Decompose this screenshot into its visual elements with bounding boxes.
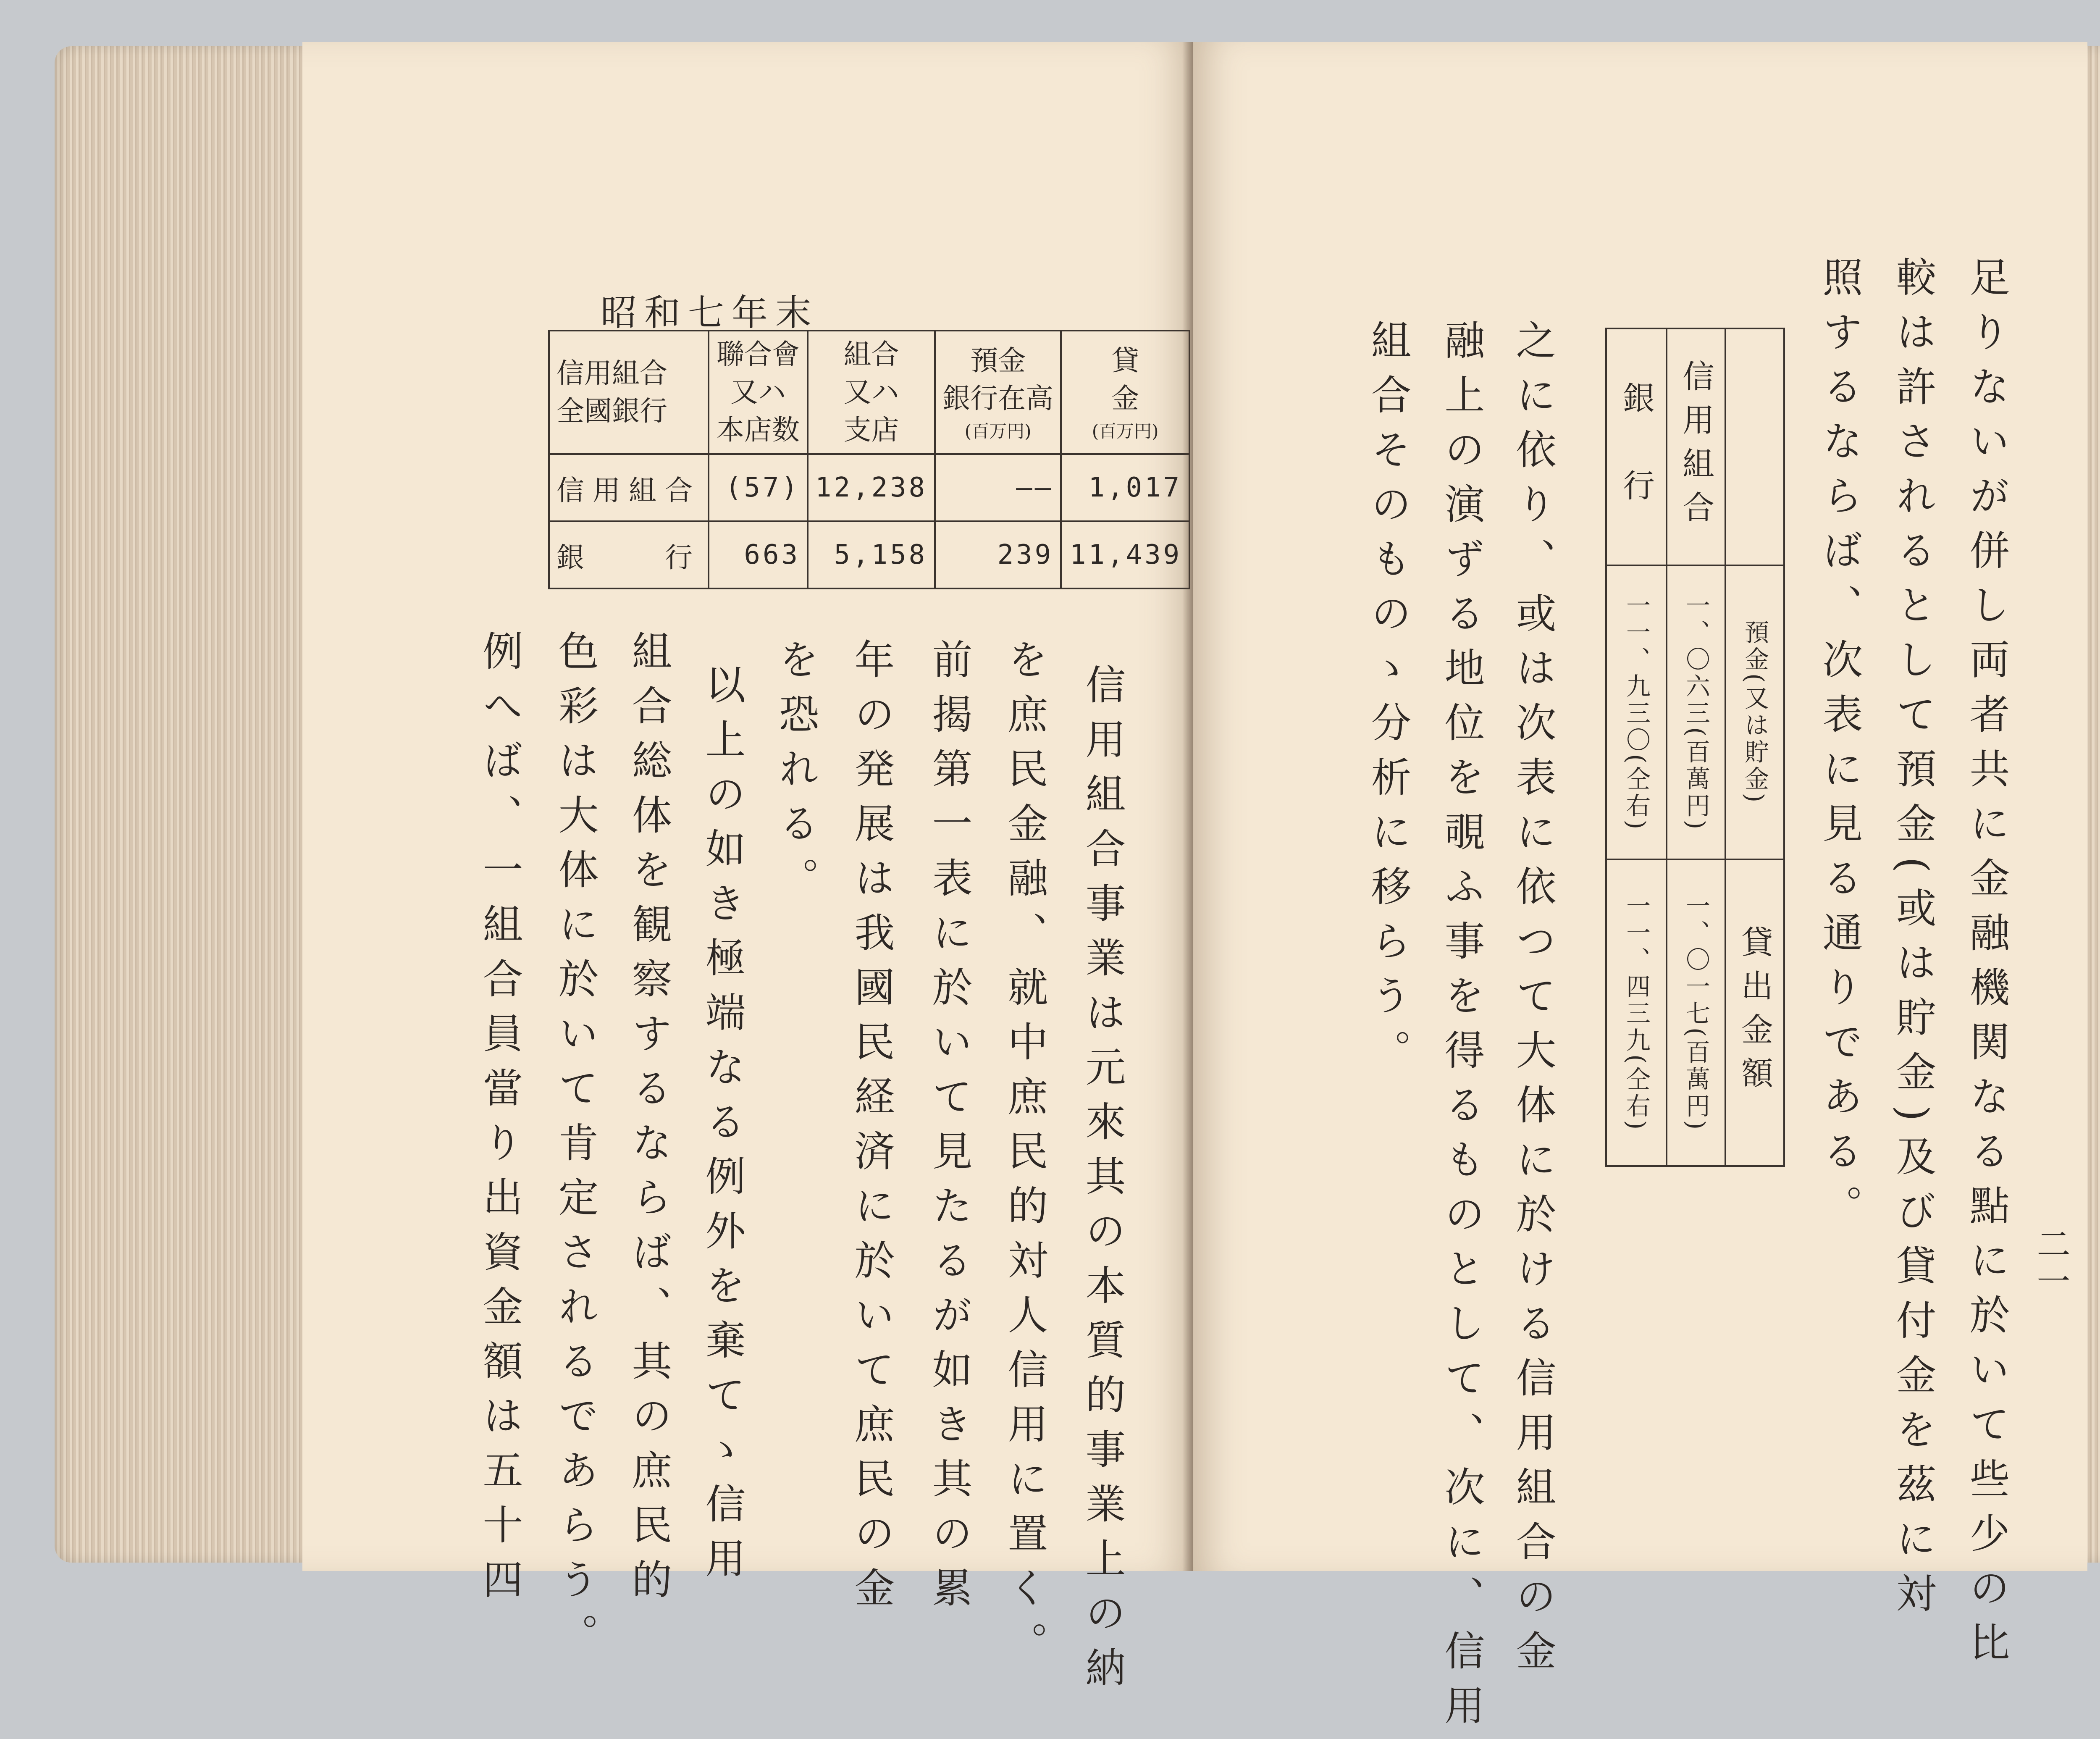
statistics-table — [548, 330, 1190, 589]
text-column: 前揭第一表に於いて見たるが如き其の累 — [926, 638, 973, 1621]
table-row — [549, 521, 1189, 588]
header-line: 又ハ — [843, 376, 899, 408]
column-header-offices — [808, 331, 935, 454]
table-corner-header — [549, 331, 709, 454]
row-label-credit-union: 信用組合 — [1666, 329, 1725, 565]
loan-value-credit-union: 一、〇一七(百萬円) — [1666, 859, 1725, 1165]
corner-line-2: 全國銀行 — [556, 395, 667, 427]
row-label-bank: 銀 行 — [1617, 381, 1655, 512]
text-column: 之に依り、或は次表に依つて大体に於ける信用組合の金 — [1509, 319, 1557, 1684]
table-cell: 1,017 — [1061, 454, 1189, 521]
header-line: 預金 — [970, 344, 1026, 377]
corner-line-1: 信用組合 — [556, 357, 667, 389]
header-line: 貸 — [1111, 344, 1139, 377]
column-header-branches — [709, 331, 808, 454]
table-cell: 12,238 — [808, 454, 935, 521]
text-column: 色彩は大体に於いて肯定されるであらう。 — [552, 630, 599, 1668]
text-column: を恐れる。 — [772, 638, 819, 912]
table-row — [549, 454, 1189, 521]
column-header-loans — [1061, 331, 1189, 454]
header-deposits: 預金(又は貯金) — [1725, 565, 1783, 859]
text-column: 足りないが併し両者共に金融機関なる點に於いて些少の比 — [1963, 256, 2010, 1676]
deposit-value-credit-union: 一、〇六三(百萬円) — [1666, 565, 1725, 859]
deposit-value-bank: 一一、九三〇(仝右) — [1607, 565, 1666, 859]
table-cell: —— — [935, 454, 1061, 521]
row-label: 銀 行 — [549, 521, 709, 588]
table-cell: 5,158 — [808, 521, 935, 588]
table-cell: 663 — [709, 521, 808, 588]
text-column: 照するならば、次表に見る通りである。 — [1816, 256, 1863, 1239]
text-column: 以上の如き極端なる例外を棄てゝ信用 — [699, 664, 746, 1592]
text-column: 例へば、一組合員當り出資金額は五十四 — [476, 630, 523, 1613]
text-column: 較は許されるとして預金(或は貯金)及び貸付金を茲に対 — [1890, 256, 1937, 1627]
text-column: 組合総体を観察するならば、其の庶民的 — [625, 630, 672, 1613]
header-line: 銀行在高 — [942, 382, 1054, 415]
table-cell: 11,439 — [1061, 521, 1189, 588]
text-column: 信用組合事業は元來其の本質的事業上の納 — [1079, 664, 1126, 1701]
header-loans: 貸出金額 — [1725, 859, 1783, 1165]
header-line: 組合 — [843, 338, 899, 370]
table-cell: 239 — [935, 521, 1061, 588]
header-unit: (百万円) — [964, 421, 1032, 441]
left-page — [302, 42, 1193, 1571]
page-edges-left — [55, 46, 307, 1563]
header-line: 聯合會 — [717, 338, 800, 370]
loan-value-bank: 一一、四三九(仝右) — [1607, 859, 1666, 1165]
header-unit: (百万円) — [1092, 421, 1159, 441]
table-cell: (57) — [709, 454, 808, 521]
comparison-table — [1605, 328, 1785, 1167]
header-line: 支店 — [843, 414, 899, 446]
row-label: 信用組合 — [549, 454, 709, 521]
text-column: 年の発展は我國民経済に於いて庶民の金 — [848, 638, 895, 1621]
text-column: 組合そのものゝ分析に移らう。 — [1365, 319, 1412, 1084]
header-line: 金 — [1111, 382, 1139, 415]
header-line: 本店数 — [717, 414, 800, 446]
page-number: 二一 — [2031, 1227, 2070, 1300]
text-column: を庶民金融、就中庶民的対人信用に置く。 — [1001, 638, 1048, 1676]
header-line: 又ハ — [730, 376, 786, 408]
empty-header-cell — [1725, 329, 1783, 565]
table-caption: 昭和七年末 — [601, 292, 819, 334]
text-column: 融上の演ずる地位を覗ふ事を得るものとして、次に、信用 — [1438, 319, 1485, 1739]
column-header-deposits — [935, 331, 1061, 454]
